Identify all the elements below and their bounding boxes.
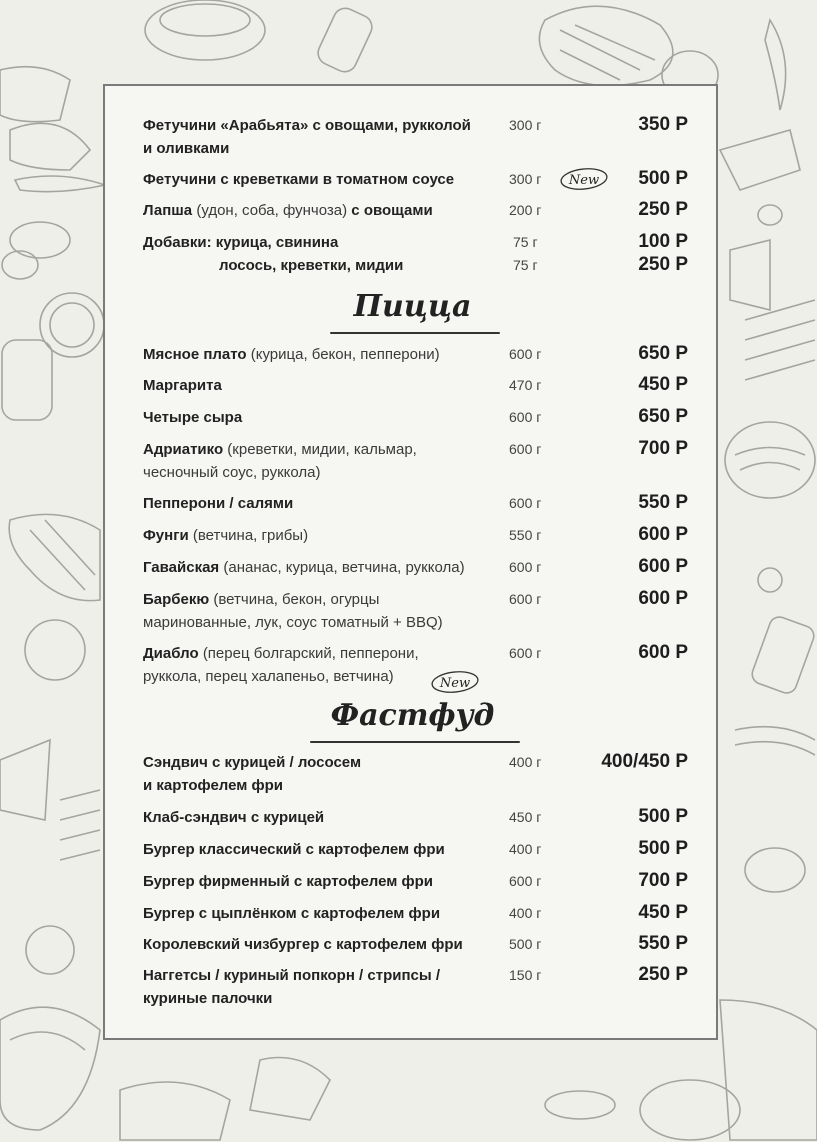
item-weight: 600 г [509, 441, 542, 457]
item-weight: 400 г [509, 754, 542, 770]
item-name: Бургер фирменный с картофелем фри [143, 873, 434, 890]
item-price: 100 Р [638, 231, 688, 252]
item-name: Диабло [143, 645, 203, 662]
item-name: Королевский чизбургер с картофелем фри [143, 936, 463, 953]
item-weight: 600 г [509, 873, 542, 889]
item-price: 700 Р [638, 870, 688, 891]
item-name-suffix: с овощами [347, 202, 433, 219]
item-price: 500 Р [638, 168, 688, 189]
section-underline [330, 332, 500, 334]
item-price: 600 Р [638, 556, 688, 577]
item-price: 600 Р [638, 642, 688, 663]
item-price: 650 Р [638, 406, 688, 427]
item-name: Фетучини «Арабьята» с овощами, рукколой [143, 117, 471, 134]
item-description: (креветки, мидии, кальмар, [227, 441, 417, 458]
item-name: Маргарита [143, 377, 222, 394]
item-weight: 600 г [509, 591, 542, 607]
item-name: Адриатико [143, 441, 228, 458]
item-weight: 600 г [509, 495, 542, 511]
item-weight: 300 г [509, 117, 542, 133]
item-name-line2: куриные палочки [143, 990, 273, 1007]
item-description: (ананас, курица, ветчина, руккола) [223, 559, 465, 576]
item-price: 700 Р [638, 438, 688, 459]
item-name: Барбекю [143, 591, 214, 608]
item-description: (курица, бекон, пепперони) [250, 346, 440, 363]
item-price: 550 Р [638, 492, 688, 513]
menu-card [103, 84, 718, 1040]
item-name: Бургер с цыплёнком с картофелем фри [143, 905, 441, 922]
item-weight: 600 г [509, 346, 542, 362]
section-title-pizza: Пицца [353, 289, 472, 324]
item-weight: 200 г [509, 202, 542, 218]
item-weight-2: 75 г [513, 257, 538, 273]
item-name: Наггетсы / куриный попкорн / стрипсы / [143, 967, 441, 984]
item-price: 250 Р [638, 964, 688, 985]
item-price: 450 Р [638, 902, 688, 923]
item-price: 450 Р [638, 374, 688, 395]
item-description: (перец болгарский, пепперони, [202, 645, 419, 662]
item-weight: 600 г [509, 409, 542, 425]
item-name: Бургер классический с картофелем фри [143, 841, 445, 858]
section-underline [310, 741, 520, 743]
item-weight: 600 г [509, 645, 542, 661]
item-name: Лапша [143, 202, 197, 219]
item-price: 600 Р [638, 588, 688, 609]
item-description: (удон, соба, фунчоза) [196, 202, 348, 219]
item-weight: 75 г [513, 234, 538, 250]
section-title-fastfood: Фастфуд [330, 698, 495, 733]
item-price: 500 Р [638, 806, 688, 827]
item-weight: 400 г [509, 905, 542, 921]
item-name: Клаб-сэндвич с курицей [143, 809, 325, 826]
item-price-2: 250 Р [638, 254, 688, 275]
item-weight: 470 г [509, 377, 542, 393]
menu-item-extras [143, 231, 688, 281]
item-name: Сэндвич с курицей / лососем [143, 754, 362, 771]
item-description-line2: маринованные, лук, соус томатный + BBQ) [143, 614, 443, 631]
item-name-line2: лосось, креветки, мидии [219, 257, 404, 274]
item-name: Добавки: курица, свинина [143, 234, 339, 251]
item-name-line2: и оливками [143, 140, 230, 157]
item-price: 650 Р [638, 343, 688, 364]
item-weight: 550 г [509, 527, 542, 543]
item-weight: 150 г [509, 967, 542, 983]
item-name: Мясное плато [143, 346, 251, 363]
new-badge [430, 670, 480, 694]
item-price: 600 Р [638, 524, 688, 545]
item-name-line2: и картофелем фри [143, 777, 284, 794]
item-name: Четыре сыра [143, 409, 243, 426]
item-name: Пепперони / салями [143, 495, 294, 512]
item-description: (ветчина, грибы) [192, 527, 309, 544]
item-weight: 400 г [509, 841, 542, 857]
item-price: 250 Р [638, 199, 688, 220]
item-name: Фунги [143, 527, 193, 544]
item-weight: 450 г [509, 809, 542, 825]
item-description-line2: руккола, перец халапеньо, ветчина) [143, 668, 394, 685]
svg-text:New: New [439, 676, 471, 691]
item-price: 400/450 Р [601, 751, 688, 772]
item-description: (ветчина, бекон, огурцы [213, 591, 380, 608]
item-price: 350 Р [638, 114, 688, 135]
item-price: 500 Р [638, 838, 688, 859]
item-weight: 300 г [509, 171, 542, 187]
item-name: Фетучини с креветками в томатном соусе [143, 171, 455, 188]
item-price: 550 Р [638, 933, 688, 954]
item-weight: 500 г [509, 936, 542, 952]
svg-text:New: New [568, 173, 600, 188]
item-name: Гавайская [143, 559, 224, 576]
item-description-line2: чесночный соус, руккола) [143, 464, 321, 481]
item-weight: 600 г [509, 559, 542, 575]
